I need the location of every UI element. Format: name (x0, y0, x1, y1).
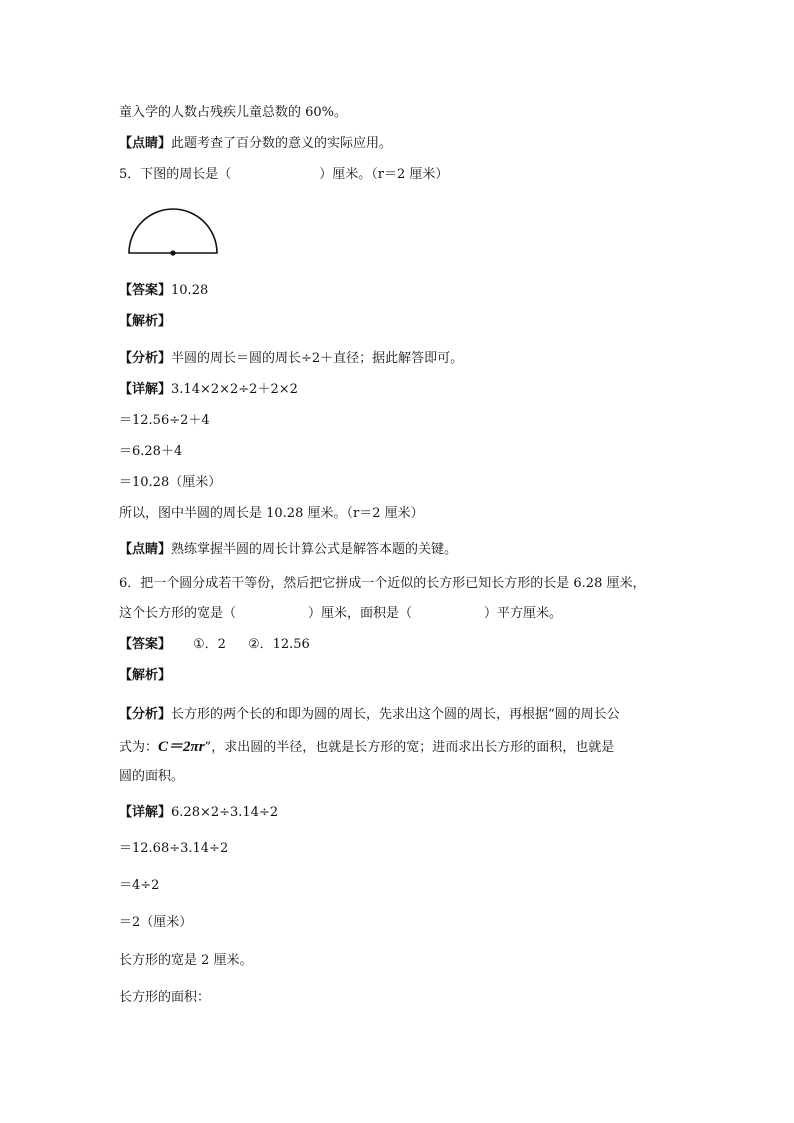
remark-line (119, 135, 392, 153)
formula: C＝2πr (158, 739, 205, 755)
section-tag: 【分析】 (119, 351, 172, 366)
text: 童入学的人数占残疾儿童总数的 60%。 (119, 105, 348, 120)
question-text: ）平方厘米。 (484, 606, 563, 621)
analysis-line (119, 738, 614, 757)
calc-step (119, 412, 210, 430)
text: 此题考查了百分数的意义的实际应用。 (171, 136, 393, 151)
analysis-line (119, 768, 184, 786)
calc-step (119, 914, 192, 932)
text: 圆的面积。 (119, 769, 185, 784)
section-tag: 【点睛】 (119, 542, 172, 557)
question-text: 6．把一个圆分成若干等份，然后把它拼成一个近似的长方形已知长方形的长是 6.28 厘米， (119, 576, 646, 591)
text: 长方形的宽是 2 厘米。 (119, 953, 253, 968)
calc-step (119, 443, 182, 461)
question-5 (119, 166, 448, 184)
question-text: 这个长方形的宽是（ (119, 606, 237, 621)
text: ＝10.28（厘米） (119, 475, 222, 490)
analysis-line (119, 350, 463, 368)
text-line (119, 952, 253, 970)
answer-line (119, 282, 208, 300)
text: ＝12.56÷2＋4 (119, 413, 210, 428)
detail-line (119, 381, 298, 399)
question-text: ）厘米，面积是（ (308, 606, 413, 621)
question-6-cont (119, 605, 562, 623)
calc-step (119, 474, 221, 492)
section-tag: 【答案】 (119, 637, 172, 652)
text: ＝12.68÷3.14÷2 (119, 841, 229, 856)
text: ＝2（厘米） (119, 915, 193, 930)
section-tag: 【详解】 (119, 382, 172, 397)
section-tag: 【详解】 (119, 805, 172, 820)
answer-1: ①．2 (193, 637, 226, 652)
text-line (119, 505, 424, 523)
text: 所以，图中半圆的周长是 10.28 厘米。（r＝2 厘米） (119, 506, 424, 521)
section-tag: 【解析】 (119, 668, 172, 683)
calc-step (119, 877, 159, 895)
answer-line (119, 636, 310, 654)
section-tag: 【答案】 (119, 283, 172, 298)
text: 长方形的两个长的和即为圆的周长，先求出这个圆的周长，再根据“圆的周长公 (171, 707, 620, 722)
question-6 (119, 575, 645, 593)
answer-2: ②．12.56 (247, 637, 310, 652)
question-text: ）厘米。（r＝2 厘米） (319, 167, 449, 182)
section-tag: 【解析】 (119, 314, 172, 329)
analysis-heading (119, 667, 171, 685)
text: 熟练掌握半圆的周长计算公式是解答本题的关键。 (171, 542, 458, 557)
text: 长方形的面积： (119, 990, 211, 1005)
question-text: 5．下图的周长是（ (119, 167, 232, 182)
calc-step (119, 840, 228, 858)
remark-line (119, 541, 457, 559)
text-line (119, 989, 210, 1007)
detail-line (119, 804, 278, 822)
center-dot (170, 250, 175, 255)
text: ＝6.28＋4 (119, 444, 183, 459)
analysis-line (119, 706, 620, 724)
text-line (119, 104, 347, 122)
semicircle-outline (129, 209, 217, 253)
text: ”，求出圆的半径，也就是长方形的宽；进而求出长方形的面积，也就是 (204, 740, 615, 755)
text: 10.28 (171, 283, 209, 298)
semicircle-figure (122, 203, 222, 259)
section-tag: 【点睛】 (119, 136, 172, 151)
text: 3.14×2×2÷2＋2×2 (171, 382, 298, 397)
text: ＝4÷2 (119, 878, 160, 893)
text: 6.28×2÷3.14÷2 (171, 805, 279, 820)
text: 式为： (119, 740, 159, 755)
section-tag: 【分析】 (119, 707, 172, 722)
text: 半圆的周长＝圆的周长÷2＋直径；据此解答即可。 (171, 351, 464, 366)
analysis-heading (119, 313, 171, 331)
